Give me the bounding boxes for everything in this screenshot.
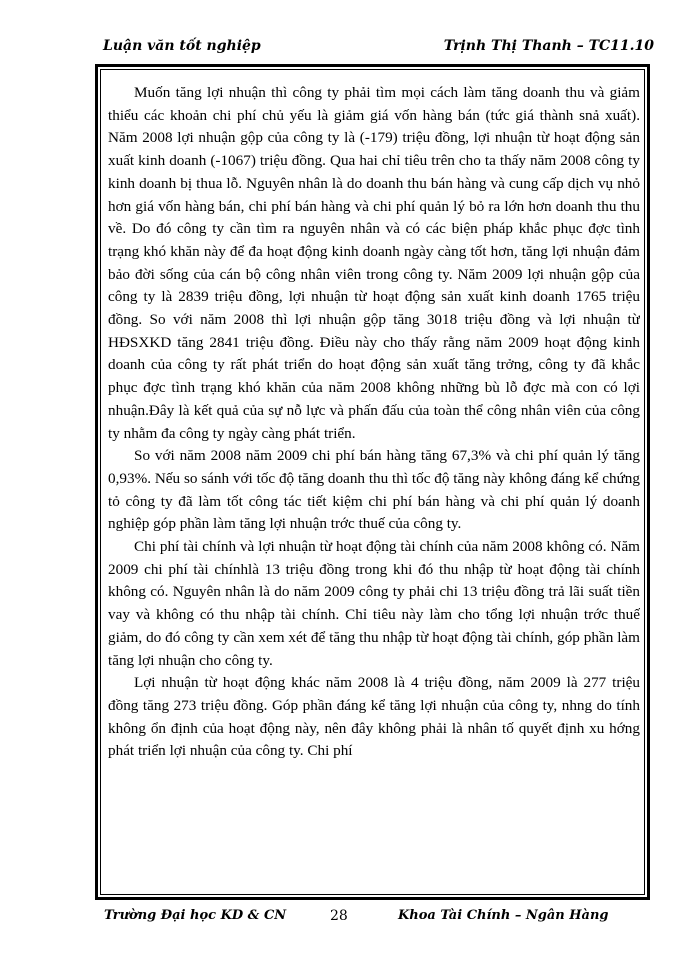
header-thesis-title: Luận văn tốt nghiệp [103, 38, 261, 54]
paragraph-4: Lợi nhuận từ hoạt động khác năm 2008 là 4 triệu đồng, năm 2009 là 277 triệu đồng tăng 273 triệu đồng. Góp phần đáng kể tăng lợi nhuận của công ty, nhng do tính không ổn định của hoạt động này, nên đây không phải là nhân tố quyết định xu hớng phát triển lợi nhuận của công ty. Chi phí [108, 674, 640, 760]
body-text [108, 82, 640, 888]
footer-faculty: Khoa Tài Chính – Ngân Hàng [398, 908, 609, 923]
page-number: 28 [330, 908, 348, 924]
footer-university: Trường Đại học KD & CN [104, 908, 287, 923]
paragraph-3: Chi phí tài chính và lợi nhuận từ hoạt động tài chính của năm 2008 không có. Năm 2009 chi phí tài chínhlà 13 triệu đồng trong khi đó thu nhập từ hoạt động tài chính không có. Nguyên nhân là do năm 2009 công ty phải chi 13 triệu đồng trả lãi suất tiền vay và không có thu nhập tài chính. Chỉ tiêu này làm cho tổng lợi nhuận trớc thuế giảm, do đó công ty cần xem xét để tăng thu nhập từ hoạt động tài chính, góp phần làm tăng lợi nhuận cho công ty. [108, 538, 640, 669]
paragraph-2: So với năm 2008 năm 2009 chi phí bán hàng tăng 67,3% và chi phí quản lý tăng 0,93%. Nếu so sánh với tốc độ tăng doanh thu thì tốc độ tăng này không đáng kể chứng tỏ công ty đã làm tốt công tác tiết kiệm chi phí bán hàng và chi phí quản lý doanh nghiệp góp phần làm tăng lợi nhuận trớc thuế của công ty. [108, 447, 640, 533]
paragraph-1: Muốn tăng lợi nhuận thì công ty phải tìm mọi cách làm tăng doanh thu và giảm thiểu các khoản chi phí chủ yếu là giảm giá vốn hàng bán (tức giá thành snả xuất). Năm 2008 lợi nhuận gộp của công ty là (-179) triệu đồng, lợi nhuận từ hoạt động sản xuất kinh doanh (-1067) triệu đồng. Qua hai chỉ tiêu trên cho ta thấy năm 2008 công ty kinh doanh bị thua lỗ. Nguyên nhân là do doanh thu bán hàng và cung cấp dịch vụ nhỏ hơn giá vốn hàng bán, chi phí bán hàng và chi phí quản lý bỏ ra lớn hơn doanh thu thu về. Do đó công ty cần tìm ra nguyên nhân và có các biện pháp khắc phục đợc tình trạng khó khăn này để đa hoạt động kinh doanh ngày càng tốt hơn, tăng lợi nhuận đảm bảo đời sống của cán bộ công nhân viên trong công ty. Năm 2009 lợi nhuận gộp của công ty là 2839 triệu đồng, lợi nhuận từ hoạt động sản xuất kinh doanh 1765 triệu đồng. So với năm 2008 thì lợi nhuận gộp tăng 3018 triệu đồng và lợi nhuận từ HĐSXKD tăng 2841 triệu đồng. Điều này cho thấy rằng năm 2009 hoạt động kinh doanh của công ty rất phát triển do hoạt động sản xuất tăng trởng, công ty đã khắc phục đợc tình trạng khó khăn của năm 2008 không những bù lỗ đợc mà con có lợi nhuận.Đây là kết quả của sự nỗ lực và phấn đấu của toàn thể công nhân viên của công ty nhằm đa công ty ngày càng phát triển. [108, 84, 640, 442]
header-author: Trịnh Thị Thanh – TC11.10 [443, 38, 654, 54]
